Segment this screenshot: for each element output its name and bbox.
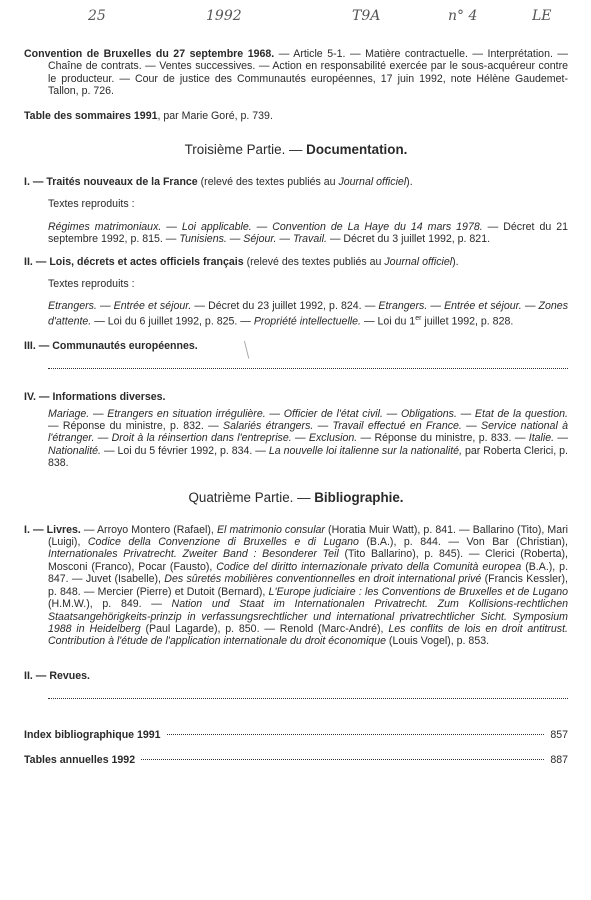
superscript: er: [415, 314, 422, 322]
ref: — Décret du 21 septembre 1992, p. 815. —: [48, 220, 569, 246]
toc-label: Index bibliographique 1991: [24, 729, 161, 742]
part-title: Bibliographie.: [314, 489, 404, 505]
section-heading: [24, 176, 568, 188]
topic: Tunisiens. — Séjour. — Travail.: [179, 233, 327, 246]
ref: (H.M.W.), p. 849. —: [48, 598, 172, 611]
handwritten-note: n° 4: [448, 8, 478, 24]
part-heading-bibliographie: [24, 490, 568, 506]
book-title: El matrimonio consular: [216, 523, 325, 536]
topic: Salariés étrangers. — Travail effectué en France. — Service national à l'étranger. — Droit à la réinsertion dans l'entreprise. — Exclusion.: [48, 420, 568, 445]
entry-text: — Article 5-1. — Matière contractuelle. — Interprétation. — Chaîne de contrats. — Ventes successives. — Action en responsabilité exercée par le sous-acquéreur contre le producteur. — Cour de justice des Communautés européennes, 17 juin 1992, note Hélène Gaudemet-Tallon, p. 726.: [48, 48, 569, 98]
ref: — Arroyo Montero (Rafael),: [80, 523, 217, 536]
book-title: Des sûretés mobilières conventionnelles en droit international privé: [164, 573, 482, 586]
ref: — Réponse du ministre, p. 832. —: [48, 420, 224, 433]
section-body: [24, 408, 568, 470]
topic: La nouvelle loi italienne sur la nationalité,: [268, 444, 463, 457]
ref: — Réponse du ministre, p. 833. —: [357, 432, 529, 445]
topic: Mariage. — Etrangers en situation irrégulière. — Officier de l'état civil. — Obligations. — Etat de la question.: [48, 407, 568, 420]
ref: — Décret du 3 juillet 1992, p. 821.: [326, 233, 491, 246]
book-title: Internationales Privatrecht. Zweiter Band : Besonderer Teil: [48, 548, 339, 561]
book-title: Les conflits de lois en droit antitrust. Contribution à l'étude de l'application internationale du droit économique: [48, 622, 568, 648]
topic: Italie. — Nationalité.: [48, 432, 568, 457]
section-number: I. —: [24, 176, 47, 189]
section-note: ).: [406, 176, 413, 189]
reproduced-label: Textes reproduits :: [48, 278, 135, 291]
section-note: (relevé des textes publiés au: [243, 255, 385, 268]
entry-text: , par Marie Goré, p. 739.: [157, 109, 273, 122]
part-prefix: Troisième Partie. —: [184, 142, 307, 158]
entry-heading: Table des sommaires 1991: [24, 109, 158, 122]
book-title: L'Europe judiciaire : les Conventions de Bruxelles et de Lugano: [268, 585, 568, 598]
ref: (Louis Vogel), p. 853.: [385, 635, 490, 648]
section-note: (relevé des textes publiés au: [197, 176, 339, 189]
toc-row-tables: [24, 754, 568, 766]
ref: (Tito Ballarino), p. 845). — Clerici (Roberta), Mosconi (Franco), Pocar (Fausto),: [48, 548, 568, 573]
handwritten-note: 1992: [206, 8, 242, 24]
ref: (Francis Kessler), p. 848. — Mercier (Pierre) et Dutoit (Bernard),: [48, 573, 569, 598]
section-number: III. —: [24, 339, 53, 352]
handwritten-note: T9A: [352, 8, 381, 24]
handwritten-note: 25: [88, 8, 106, 24]
section-number: I. —: [24, 523, 47, 536]
ref: — Décret du 23 juillet 1992, p. 824. —: [191, 300, 379, 313]
book-title: Codice della Convenzione di Bruxelles e di Lugano: [87, 536, 359, 549]
toc-row-index: [24, 729, 568, 741]
convention-entry: [24, 48, 568, 98]
topic: Régimes matrimoniaux. — Loi applicable. — Convention de La Haye du 14 mars 1978.: [48, 220, 483, 233]
section-heading: [24, 391, 568, 403]
document-page: [24, 48, 568, 766]
topic: Propriété intellectuelle.: [253, 315, 361, 328]
section-title: Revues.: [49, 669, 90, 682]
livres-entry: [24, 524, 568, 648]
ref: (Paul Lagarde), p. 850. — Renold (Marc-André),: [140, 622, 389, 635]
ref: (Horatia Muir Watt), p. 841. — Ballarino (Tito), Mari (Luigi),: [48, 523, 568, 549]
handwritten-annotations: [0, 10, 591, 34]
topic: Etrangers. — Entrée et séjour. — Zones d'attente.: [48, 300, 568, 328]
part-prefix: Quatrième Partie. —: [188, 489, 315, 505]
topic: Etrangers. — Entrée et séjour.: [48, 300, 192, 313]
section-number: IV. —: [24, 391, 53, 404]
ref: — Loi du 5 février 1992, p. 834. —: [101, 444, 269, 457]
section-title: Informations diverses.: [52, 391, 166, 404]
section-title: Traités nouveaux de la France: [46, 176, 198, 189]
part-heading-documentation: [24, 142, 568, 158]
ref: — Loi du 6 juillet 1992, p. 825. —: [91, 315, 254, 328]
dot-leader: [141, 759, 544, 760]
section-body: [24, 221, 568, 246]
dotted-line: [48, 362, 568, 369]
ref: juillet 1992, p. 828.: [421, 315, 514, 328]
section-title: Communautés européennes.: [52, 339, 198, 352]
reproduced-label: Textes reproduits :: [48, 198, 135, 211]
entry-heading: Convention de Bruxelles du 27 septembre 1968.: [24, 48, 275, 60]
section-title: Livres.: [46, 523, 81, 536]
book-title: Codice del diritto internazionale privato della Comunità europea: [216, 560, 522, 573]
part-title: Documentation.: [306, 142, 408, 158]
section-body: [24, 300, 568, 327]
book-title: Nation und Staat im Internationalen Privatrecht. Zum Kollisions-rechtlichen Staatsangehörigkeits-prinzip in verfassungsrechtlicher und international privatrechtlicher Sicht. Symposium 1988 in Heidelberg: [48, 598, 568, 635]
dot-leader: [167, 734, 545, 735]
toc-label: Tables annuelles 1992: [24, 753, 136, 766]
section-heading: [24, 256, 568, 268]
ref: (B.A.), p. 847. — Juvet (Isabelle),: [48, 560, 569, 586]
section-heading: [24, 340, 568, 352]
section-number: II. —: [24, 255, 50, 268]
dotted-line: [48, 692, 568, 699]
ref: par Roberta Clerici, p. 838.: [48, 444, 568, 470]
toc-page: 857: [550, 729, 568, 742]
section-title: Lois, décrets et actes officiels français: [49, 255, 244, 268]
toc-page: 887: [550, 753, 568, 766]
journal-name: Journal officiel: [384, 255, 453, 268]
ref: — Loi du 1: [361, 315, 416, 328]
sommaires-entry: [24, 110, 568, 122]
section-heading: [24, 670, 568, 682]
section-number: II. —: [24, 669, 50, 682]
handwritten-note: LE: [532, 8, 552, 24]
ref: (B.A.), p. 844. — Von Bar (Christian),: [358, 536, 569, 549]
journal-name: Journal officiel: [338, 176, 407, 189]
section-note: ).: [452, 255, 459, 268]
